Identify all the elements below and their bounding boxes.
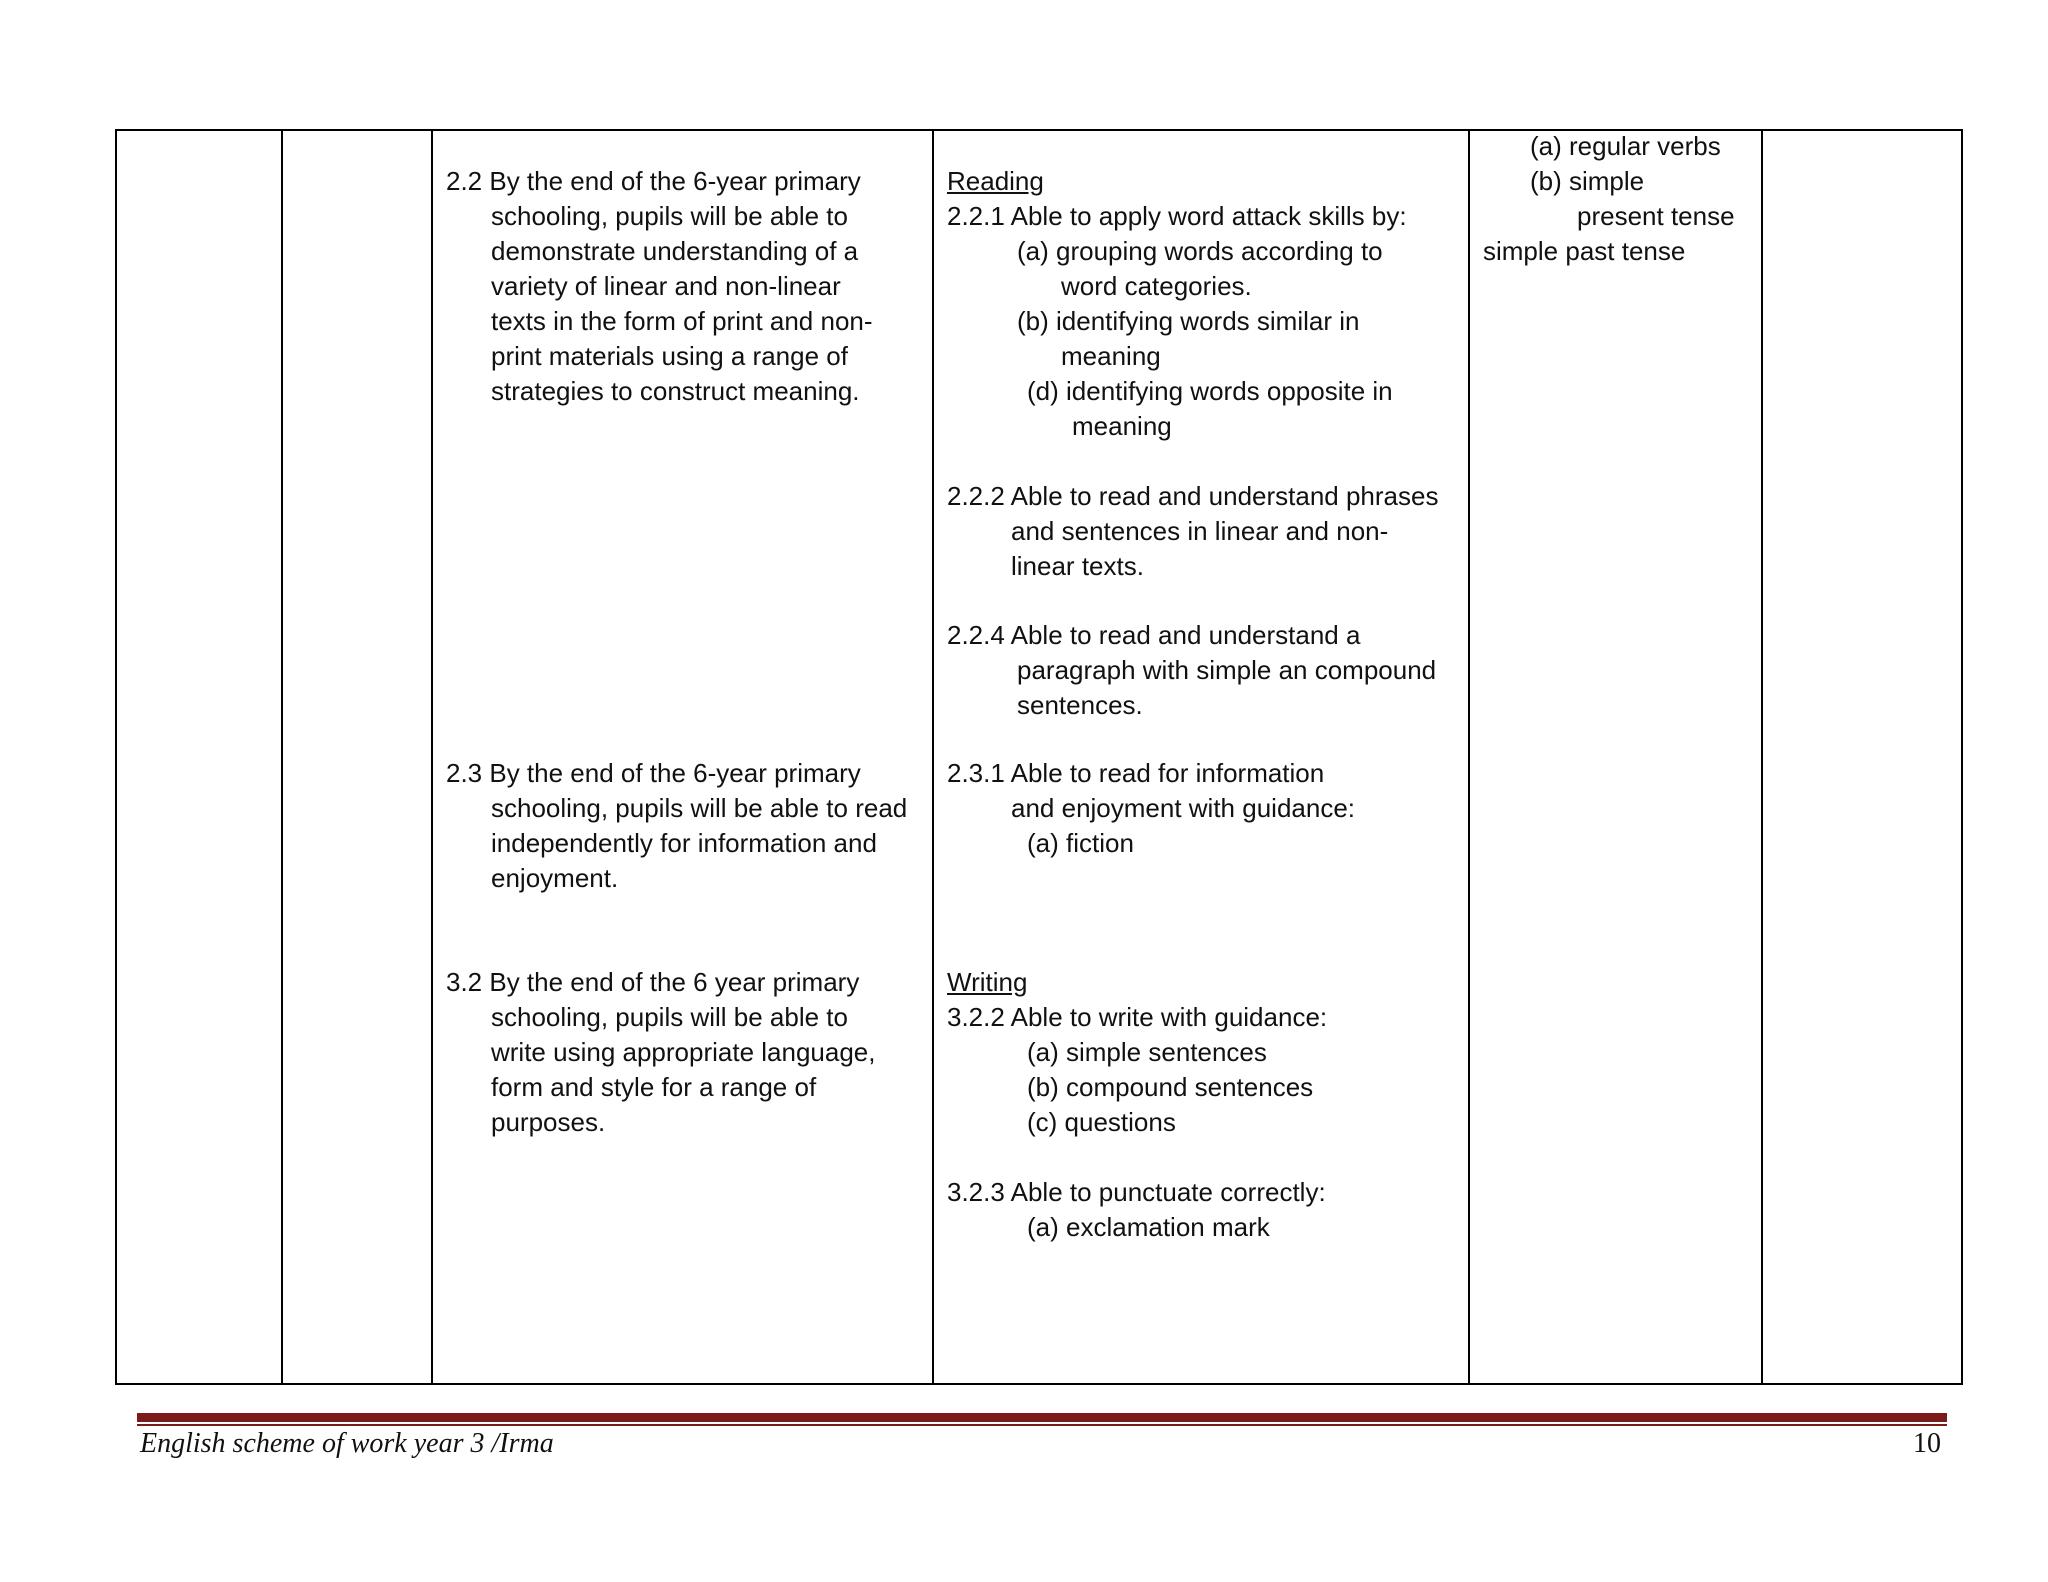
text-line: (a) simple sentences bbox=[1027, 1037, 1267, 1067]
content-standard-3-2 bbox=[446, 965, 875, 1140]
text-line: meaning bbox=[1072, 411, 1172, 441]
content-standard-2-3 bbox=[446, 756, 907, 896]
column-divider bbox=[431, 131, 433, 1383]
text-line: form and style for a range of bbox=[491, 1072, 817, 1102]
text-line: (a) exclamation mark bbox=[1027, 1212, 1270, 1242]
text-line: 3.2.3 Able to punctuate correctly: bbox=[947, 1177, 1326, 1207]
text-line: (b) compound sentences bbox=[1027, 1072, 1314, 1102]
text-line: (a) grouping words according to bbox=[1017, 236, 1383, 266]
learning-standard-2-2-4 bbox=[947, 618, 1436, 723]
page-number: 10 bbox=[1913, 1428, 1941, 1459]
text-line: schooling, pupils will be able to read bbox=[491, 793, 908, 823]
text-line: 3.2 By the end of the 6 year primary bbox=[446, 967, 860, 997]
text-line: present tense bbox=[1577, 201, 1735, 231]
column-divider bbox=[281, 131, 283, 1383]
text-line: simple past tense bbox=[1483, 236, 1686, 266]
column-divider bbox=[1761, 131, 1763, 1383]
text-line: print materials using a range of bbox=[491, 341, 848, 371]
learning-standard-3-2-3 bbox=[947, 1175, 1326, 1245]
text-line: 2.2.4 Able to read and understand a bbox=[947, 620, 1361, 650]
writing-heading: Writing bbox=[947, 967, 1028, 997]
text-line: paragraph with simple an compound bbox=[1017, 655, 1437, 685]
text-line: 2.2.1 Able to apply word attack skills by: bbox=[947, 201, 1407, 231]
text-line: (b) simple bbox=[1530, 166, 1645, 196]
text-line: meaning bbox=[1061, 341, 1161, 371]
reading-heading: Reading bbox=[947, 166, 1044, 196]
text-line: (d) identifying words opposite in bbox=[1027, 376, 1393, 406]
text-line: purposes. bbox=[491, 1107, 606, 1137]
text-line: independently for information and bbox=[491, 828, 877, 858]
text-line: word categories. bbox=[1061, 271, 1252, 301]
text-line: 2.3.1 Able to read for information bbox=[947, 758, 1325, 788]
grammar-notes bbox=[1483, 129, 1735, 269]
text-line: variety of linear and non-linear bbox=[491, 271, 841, 301]
learning-standard-2-3-1 bbox=[947, 756, 1355, 861]
text-line: enjoyment. bbox=[491, 863, 619, 893]
text-line: and sentences in linear and non- bbox=[1011, 516, 1389, 546]
learning-standard-2-2-2 bbox=[947, 479, 1438, 584]
text-line: (a) fiction bbox=[1027, 828, 1134, 858]
text-line: and enjoyment with guidance: bbox=[1011, 793, 1356, 823]
text-line: linear texts. bbox=[1011, 551, 1144, 581]
content-standard-2-2 bbox=[446, 164, 873, 409]
text-line: 2.2.2 Able to read and understand phrases bbox=[947, 481, 1439, 511]
text-line: demonstrate understanding of a bbox=[491, 236, 859, 266]
text-line: schooling, pupils will be able to bbox=[491, 1002, 848, 1032]
column-divider bbox=[932, 131, 934, 1383]
footer-title: English scheme of work year 3 /Irma bbox=[140, 1428, 554, 1459]
text-line: schooling, pupils will be able to bbox=[491, 201, 848, 231]
column-divider bbox=[1468, 131, 1470, 1383]
text-line: (c) questions bbox=[1027, 1107, 1176, 1137]
scheme-of-work-table bbox=[115, 129, 1963, 1385]
learning-standards-reading bbox=[947, 164, 1407, 444]
text-line: texts in the form of print and non- bbox=[491, 306, 873, 336]
text-line: (b) identifying words similar in bbox=[1017, 306, 1360, 336]
footer-divider-thin bbox=[137, 1424, 1947, 1426]
text-line: sentences. bbox=[1017, 690, 1143, 720]
text-line: write using appropriate language, bbox=[491, 1037, 876, 1067]
text-line: (a) regular verbs bbox=[1530, 131, 1721, 161]
learning-standards-writing bbox=[947, 965, 1327, 1140]
footer-divider bbox=[137, 1413, 1947, 1422]
text-line: 2.3 By the end of the 6-year primary bbox=[446, 758, 861, 788]
text-line: 3.2.2 Able to write with guidance: bbox=[947, 1002, 1328, 1032]
text-line: 2.2 By the end of the 6-year primary bbox=[446, 166, 861, 196]
text-line: strategies to construct meaning. bbox=[491, 376, 860, 406]
